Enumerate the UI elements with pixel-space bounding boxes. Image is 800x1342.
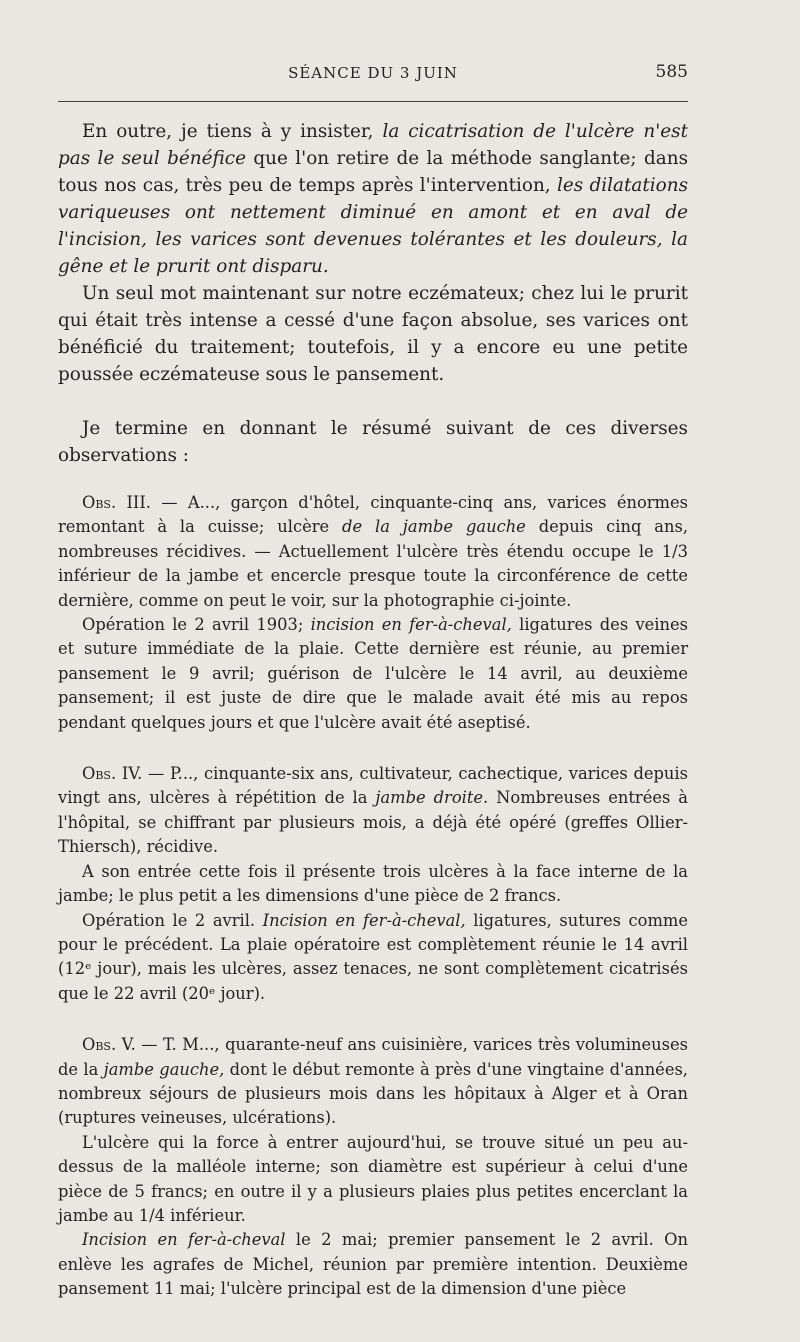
text-run: que l'on retire de la méthode sanglante; dans tous nos cas, très peu de temps après l'intervention, bbox=[58, 148, 689, 196]
obs-3-paragraph-1 bbox=[58, 491, 688, 613]
obs-4-label: Obs. IV. bbox=[82, 764, 143, 784]
obs-4-paragraph-1 bbox=[58, 762, 688, 860]
italic-run: de la jambe gauche bbox=[342, 517, 526, 537]
obs-3-paragraph-2 bbox=[58, 613, 688, 735]
italic-run: les dilatations variqueuses ont nettement diminué en amont et en aval de l'incision, les varices sont devenues tolérantes et les douleurs, la gêne et le prurit ont disparu. bbox=[58, 175, 689, 277]
text-run: — A..., garçon d'hôtel, cinquante-cinq ans, varices énormes remontant à la cuisse; ulcère bbox=[58, 493, 688, 537]
italic-run: incision en fer-à-cheval, bbox=[310, 615, 512, 635]
obs-5-paragraph-1 bbox=[58, 1033, 688, 1131]
paragraph-eczema: Un seul mot maintenant sur notre eczémateux; chez lui le prurit qui était très intense a cessé d'une façon absolue, ses varices ont bénéficié du traitement; toutefois, il y a encore eu une petite poussée eczémateuse sous le pansement. bbox=[58, 283, 688, 385]
text-run: — T. M..., quarante-neuf ans cuisinière, varices très volumineuses de la bbox=[58, 1035, 689, 1079]
text-run: Opération le 2 avril. bbox=[82, 910, 263, 930]
italic-run: jambe droite. bbox=[375, 788, 489, 808]
obs-5-label: Obs. V. bbox=[82, 1035, 136, 1055]
text-run: Nombreuses entrées à l'hôpital, se chiffrant par plusieurs mois, a déjà été opéré (greffes Ollier-Thiersch), récidive. bbox=[58, 788, 689, 857]
text-run: — P..., cinquante-six ans, cultivateur, cachectique, varices depuis vingt ans, ulcères à répétition de la bbox=[58, 764, 688, 808]
text-run: ligatures, sutures comme pour le précédent. La plaie opératoire est complètement réunie le 14 avril (12ᵉ jour), mais les ulcères, assez tenaces, ne sont complètement cicatrisés que le 22 avril (20ᵉ jour). bbox=[58, 910, 688, 1003]
paragraph-summary-intro: Je termine en donnant le résumé suivant de ces diverses observations : bbox=[58, 418, 688, 466]
obs-4-paragraph-2: A son entrée cette fois il présente trois ulcères à la face interne de la jambe; le plus petit a les dimensions d'une pièce de 2 francs. bbox=[58, 861, 688, 906]
italic-run: Incision en fer-à-cheval bbox=[82, 1230, 286, 1250]
obs-5-paragraph-3 bbox=[58, 1228, 688, 1301]
obs-3-label: Obs. III. bbox=[82, 493, 151, 512]
italic-run: jambe gauche, bbox=[103, 1059, 225, 1079]
page-number: 585 bbox=[655, 62, 688, 82]
running-head: SÉANCE DU 3 JUIN bbox=[288, 64, 458, 82]
text-run: depuis cinq ans, nombreuses récidives. — Actuellement l'ulcère très étendu occupe le 1/3 inférieur de la jambe et encercle presque toute la circonférence de cette dernière, comme on peut le voir, sur la photographie ci-jointe. bbox=[58, 517, 689, 610]
text-run: En outre, je tiens à y insister, bbox=[82, 121, 383, 142]
text-run: ligatures des veines et suture immédiate de la plaie. Cette dernière est réunie, au premier pansement le 9 avril; guérison de l'ulcère le 14 avril, au deuxième pansement; il est juste de dire que le malade avait été mis au repos pendant quelques jours et que l'ulcère avait été aseptisé. bbox=[58, 615, 688, 732]
text-run: dont le début remonte à près d'une vingtaine d'années, nombreux séjours de plusieurs mois dans les hôpitaux à Alger et à Oran (ruptures veineuses, ulcérations). bbox=[58, 1059, 688, 1128]
italic-run: Incision en fer-à-cheval, bbox=[262, 910, 466, 930]
text-run: Opération le 2 avril 1903; bbox=[82, 615, 311, 635]
italic-run: la cicatrisation de l'ulcère n'est pas le seul bénéfice bbox=[58, 121, 688, 169]
body-text bbox=[58, 118, 688, 1302]
header-rule bbox=[58, 101, 688, 102]
page-header bbox=[58, 64, 688, 92]
obs-5-paragraph-2: L'ulcère qui la force à entrer aujourd'hui, se trouve situé un peu au-dessus de la malléole interne; son diamètre est supérieur à celui d'une pièce de 5 francs; en outre il y a plusieurs plaies plus petites encerclant la jambe au 1/4 inférieur. bbox=[58, 1132, 688, 1225]
obs-4-paragraph-3 bbox=[58, 909, 688, 1007]
text-run: le 2 mai; premier pansement le 2 avril. On enlève les agrafes de Michel, réunion par première intention. Deuxième pansement 11 mai; l'ulcère principal est de la dimension d'une pièce bbox=[58, 1230, 688, 1299]
paragraph-benefits bbox=[58, 118, 688, 280]
